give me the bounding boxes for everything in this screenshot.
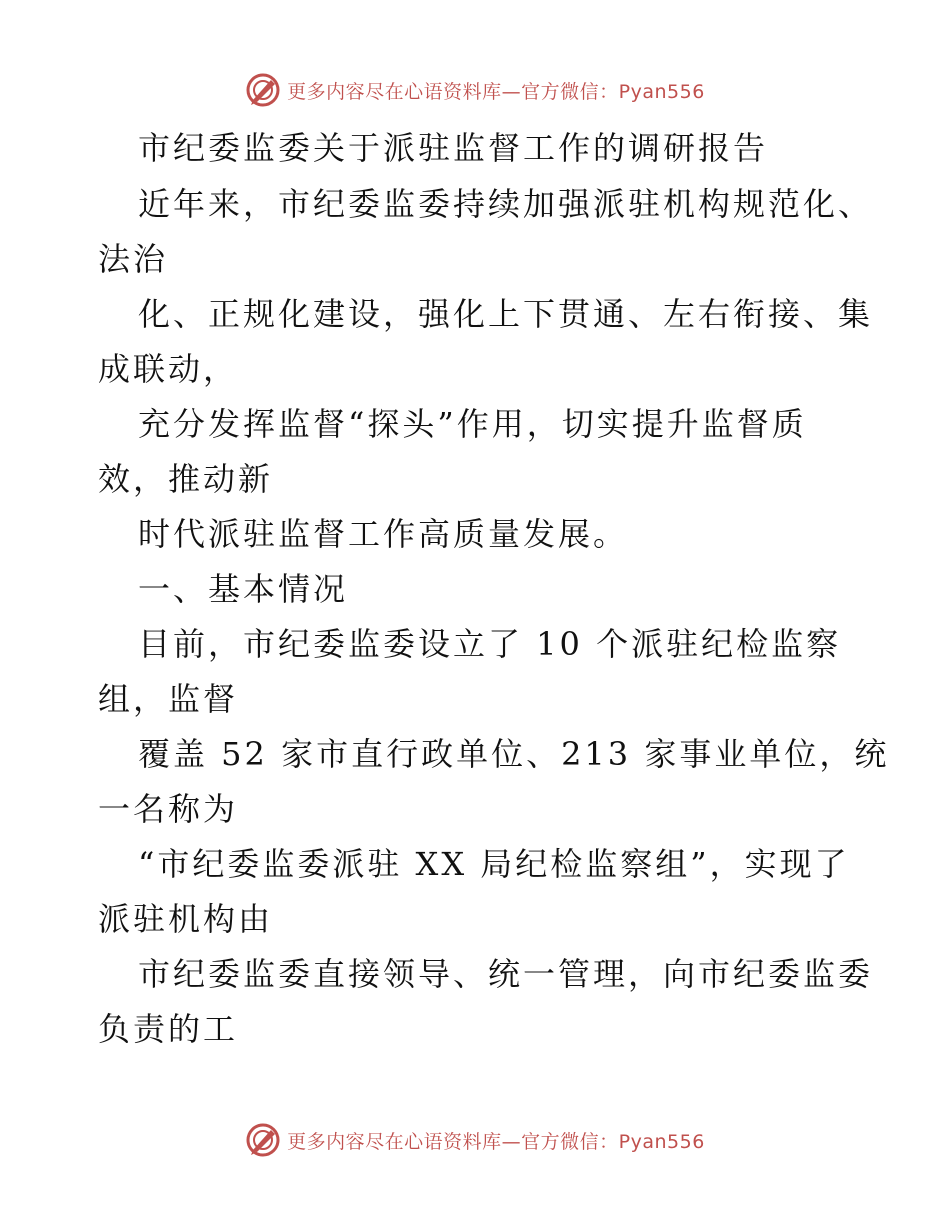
text-line: 市纪委监委直接领导、统一管理，向市纪委监委 [138, 955, 874, 993]
document-title: 市纪委监委关于派驻监督工作的调研报告 [138, 129, 769, 167]
text-line: 充分发挥监督“探头”作用，切实提升监督质 [138, 405, 807, 443]
pen-logo-icon [245, 1122, 281, 1158]
pen-logo-icon [245, 72, 281, 108]
watermark-group [245, 1122, 705, 1158]
text-line: 组，监督 [98, 680, 239, 718]
text-line: 近年来，市纪委监委持续加强派驻机构规范化、 [138, 185, 874, 223]
watermark-group [245, 72, 705, 108]
section-heading: 一、基本情况 [138, 570, 349, 608]
text-line: “市纪委监委派驻 XX 局纪检监察组”，实现了 [138, 845, 850, 883]
text-line: 时代派驻监督工作高质量发展。 [138, 515, 629, 553]
text-line: 化、正规化建设，强化上下贯通、左右衔接、集 [138, 295, 874, 333]
text-line: 一名称为 [98, 790, 239, 828]
watermark-text: 更多内容尽在心语资料库—官方微信：Pyan556 [287, 80, 705, 103]
text-line: 成联动， [98, 350, 239, 388]
document-body [98, 120, 890, 1057]
text-line: 覆盖 52 家市直行政单位、213 家事业单位，统 [138, 735, 890, 773]
watermark-text: 更多内容尽在心语资料库—官方微信：Pyan556 [287, 1130, 705, 1153]
header-watermark [0, 70, 950, 110]
text-line: 法治 [98, 240, 169, 278]
text-line: 效，推动新 [98, 460, 274, 498]
text-line: 派驻机构由 [98, 900, 274, 938]
text-line: 负责的工 [98, 1010, 239, 1048]
footer-watermark [0, 1120, 950, 1160]
text-line: 目前，市纪委监委设立了 10 个派驻纪检监察 [138, 625, 842, 663]
